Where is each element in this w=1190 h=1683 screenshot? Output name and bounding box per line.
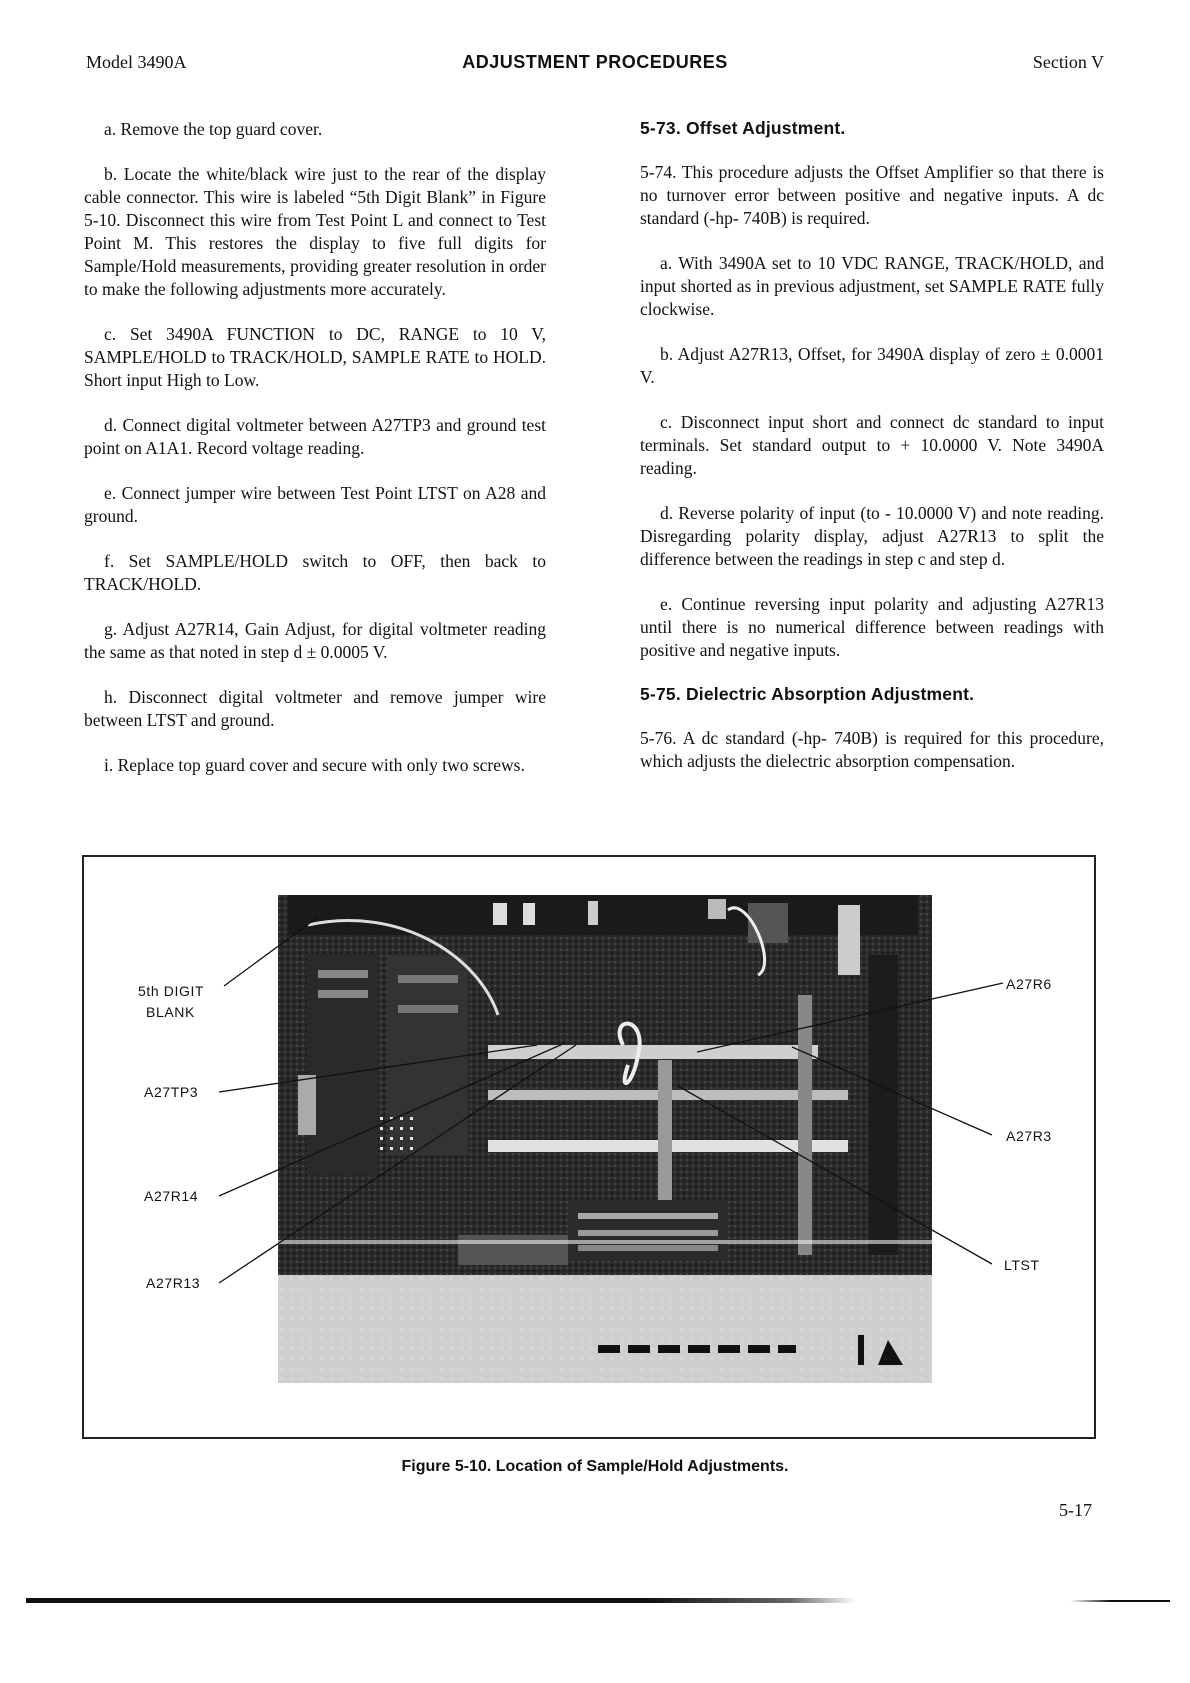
figure-caption: Figure 5-10. Location of Sample/Hold Adjustments.	[401, 1458, 789, 1475]
step-c-right: c. Disconnect input short and connect dc standard to input terminals. Set standard output to + 10.0000 V. Note 3490A reading.	[640, 412, 1104, 478]
step-c-left: c. Set 3490A FUNCTION to DC, RANGE to 10 V, SAMPLE/HOLD to TRACK/HOLD, SAMPLE RATE to HOLD. Short input High to Low.	[84, 324, 546, 390]
step-f-left: f. Set SAMPLE/HOLD switch to OFF, then back to TRACK/HOLD.	[84, 551, 546, 594]
callout-ltst: LTST	[1004, 1257, 1040, 1273]
para-5-74: 5-74. This procedure adjusts the Offset Amplifier so that there is no turnover error between positive and negative inputs. A dc standard (-hp- 740B) is required.	[640, 162, 1104, 228]
step-e-right: e. Continue reversing input polarity and adjusting A27R13 until there is no numerical difference between readings with positive and negative inputs.	[640, 594, 1104, 660]
header-title: ADJUSTMENT PROCEDURES	[462, 52, 728, 72]
heading-5-73: 5-73. Offset Adjustment.	[640, 118, 846, 138]
step-b-right: b. Adjust A27R13, Offset, for 3490A display of zero ± 0.0001 V.	[640, 344, 1104, 387]
step-a-right: a. With 3490A set to 10 VDC RANGE, TRACK/HOLD, and input shorted as in previous adjustment, set SAMPLE RATE fully clockwise.	[640, 253, 1104, 319]
callout-a27r6: A27R6	[1006, 976, 1052, 992]
circuit-board-photo	[278, 895, 932, 1383]
step-i-left: i. Replace top guard cover and secure with only two screws.	[104, 755, 525, 775]
left-column	[84, 118, 546, 799]
bottom-rule	[26, 1598, 856, 1603]
callout-blank: BLANK	[146, 1004, 195, 1020]
step-a-left: a. Remove the top guard cover.	[104, 119, 323, 139]
callout-5th-digit: 5th DIGIT	[138, 983, 205, 999]
callout-a27tp3: A27TP3	[144, 1084, 199, 1100]
bottom-rule-right	[1070, 1600, 1170, 1602]
step-b-left: b. Locate the white/black wire just to the rear of the display cable connector. This wire is labeled “5th Digit Blank” in Figure 5-10. Disconnect this wire from Test Point L and connect to Test Point M. This restores the display to five full digits for Sample/Hold measurements, providing greater resolution in order to make the following adjustments more accurately.	[84, 164, 546, 299]
header-section: Section V	[1032, 52, 1104, 72]
callout-a27r13: A27R13	[146, 1275, 201, 1291]
callout-a27r3: A27R3	[1006, 1128, 1052, 1144]
step-d-right: d. Reverse polarity of input (to - 10.0000 V) and note reading. Disregarding polarity display, adjust A27R13 to split the difference between the readings in step c and step d.	[640, 503, 1104, 569]
page-number: 5-17	[1059, 1500, 1092, 1520]
para-5-76: 5-76. A dc standard (-hp- 740B) is required for this procedure, which adjusts the dielectric absorption compensation.	[640, 728, 1104, 771]
step-g-left: g. Adjust A27R14, Gain Adjust, for digital voltmeter reading the same as that noted in step d ± 0.0005 V.	[84, 619, 546, 662]
step-d-left: d. Connect digital voltmeter between A27TP3 and ground test point on A1A1. Record voltage reading.	[84, 415, 546, 458]
heading-5-75: 5-75. Dielectric Absorption Adjustment.	[640, 684, 975, 704]
step-h-left: h. Disconnect digital voltmeter and remove jumper wire between LTST and ground.	[84, 687, 546, 730]
right-column	[640, 118, 1104, 795]
step-e-left: e. Connect jumper wire between Test Point LTST on A28 and ground.	[84, 483, 546, 526]
header-model: Model 3490A	[86, 52, 187, 72]
callout-a27r14: A27R14	[144, 1188, 199, 1204]
